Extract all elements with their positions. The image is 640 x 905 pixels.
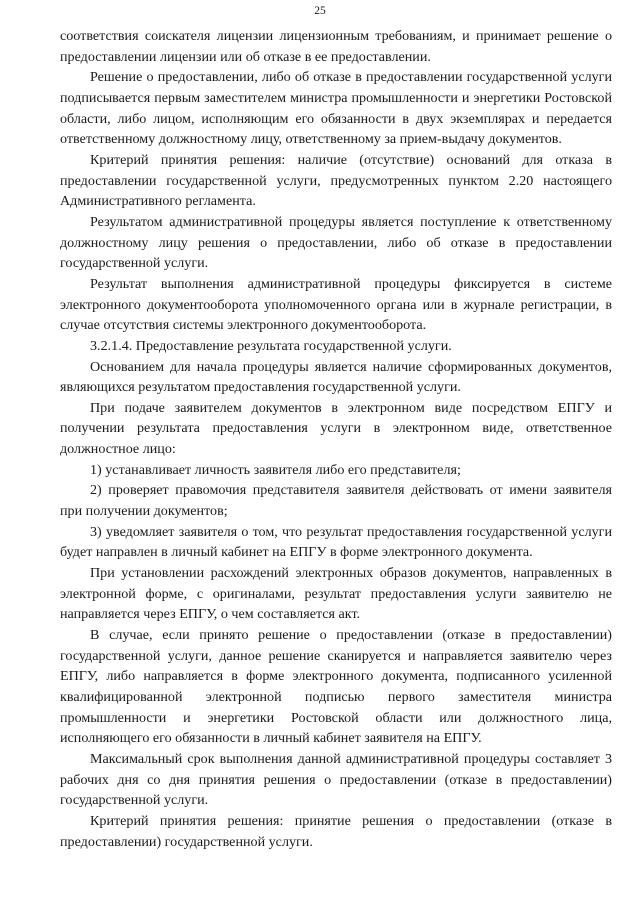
paragraph-max-duration: Максимальный срок выполнения данной административной процедуры составляет 3 рабочих дня со дня принятия решения о предоставлении (отказе в предоставлении) государственной услуги. [60,750,612,809]
list-item-3: 3) уведомляет заявителя о том, что результат предоставления государственной услуги будет направлен в личный кабинет на ЕПГУ в форме электронного документа. [60,523,612,561]
paragraph-continuation: соответствия соискателя лицензии лицензионным требованиям, и принимает решение о предоставлении лицензии или об отказе в ее предоставлении. [60,28,612,65]
paragraph-decision-criterion: Критерий принятия решения: наличие (отсутствие) оснований для отказа в предоставлении государственной услуги, предусмотренных пунктом 2.20 настоящего Административного регламента. [60,151,612,210]
paragraph-decision-signing: Решение о предоставлении, либо об отказе в предоставлении государственной услуги подписывается первым заместителем министра промышленности и энергетики Ростовской области, либо лицом, исполняющим его обязанности в двух экземплярах и передается ответственному должностному лицу, ответственному за прием-выдачу документов. [60,69,612,148]
list-item-2: 2) проверяет правомочия представителя заявителя действовать от имени заявителя при получении документов; [60,482,612,520]
paragraph-electronic-submission: При подаче заявителем документов в электронном виде посредством ЕПГУ и получении результата предоставления услуги в электронном виде, ответственное должностное лицо: [60,399,612,458]
paragraph-final-criterion: Критерий принятия решения: принятие решения о предоставлении (отказе в предоставлении) государственной услуги. [60,812,612,850]
paragraph-procedure-basis: Основанием для начала процедуры является наличие сформированных документов, являющихся результатом предоставления государственной услуги. [60,358,612,396]
paragraph-procedure-result: Результатом административной процедуры является поступление к ответственному должностному лицу решения о предоставлении, либо об отказе в предоставлении государственной услуги. [60,213,612,272]
document-body [60,26,612,852]
paragraph-discrepancies: При установлении расхождений электронных образов документов, направленных в электронной форме, с оригиналами, результат предоставления услуги заявителю не направляется через ЕПГУ, о чем составляется акт. [60,565,612,623]
page-number: 25 [314,5,326,17]
list-item-1: 1) устанавливает личность заявителя либо его представителя; [90,461,461,478]
section-heading-3-2-1-4: 3.2.1.4. Предоставление результата государственной услуги. [90,337,452,354]
paragraph-result-recording: Результат выполнения административной процедуры фиксируется в системе электронного документооборота уполномоченного органа или в журнале регистрации, в случае отсутствия системы электронного документооборота. [60,275,612,334]
paragraph-decision-delivery: В случае, если принято решение о предоставлении (отказе в предоставлении) государственной услуги, данное решение сканируется и направляется заявителю через ЕПГУ, либо направляется в форме электронного документа, подписанного усиленной квалифицированной электронной подписью первого заместителя министра промышленности и энергетики Ростовской области или должностного лица, исполняющего его обязанности в личный кабинет заявителя на ЕПГУ. [60,627,612,747]
